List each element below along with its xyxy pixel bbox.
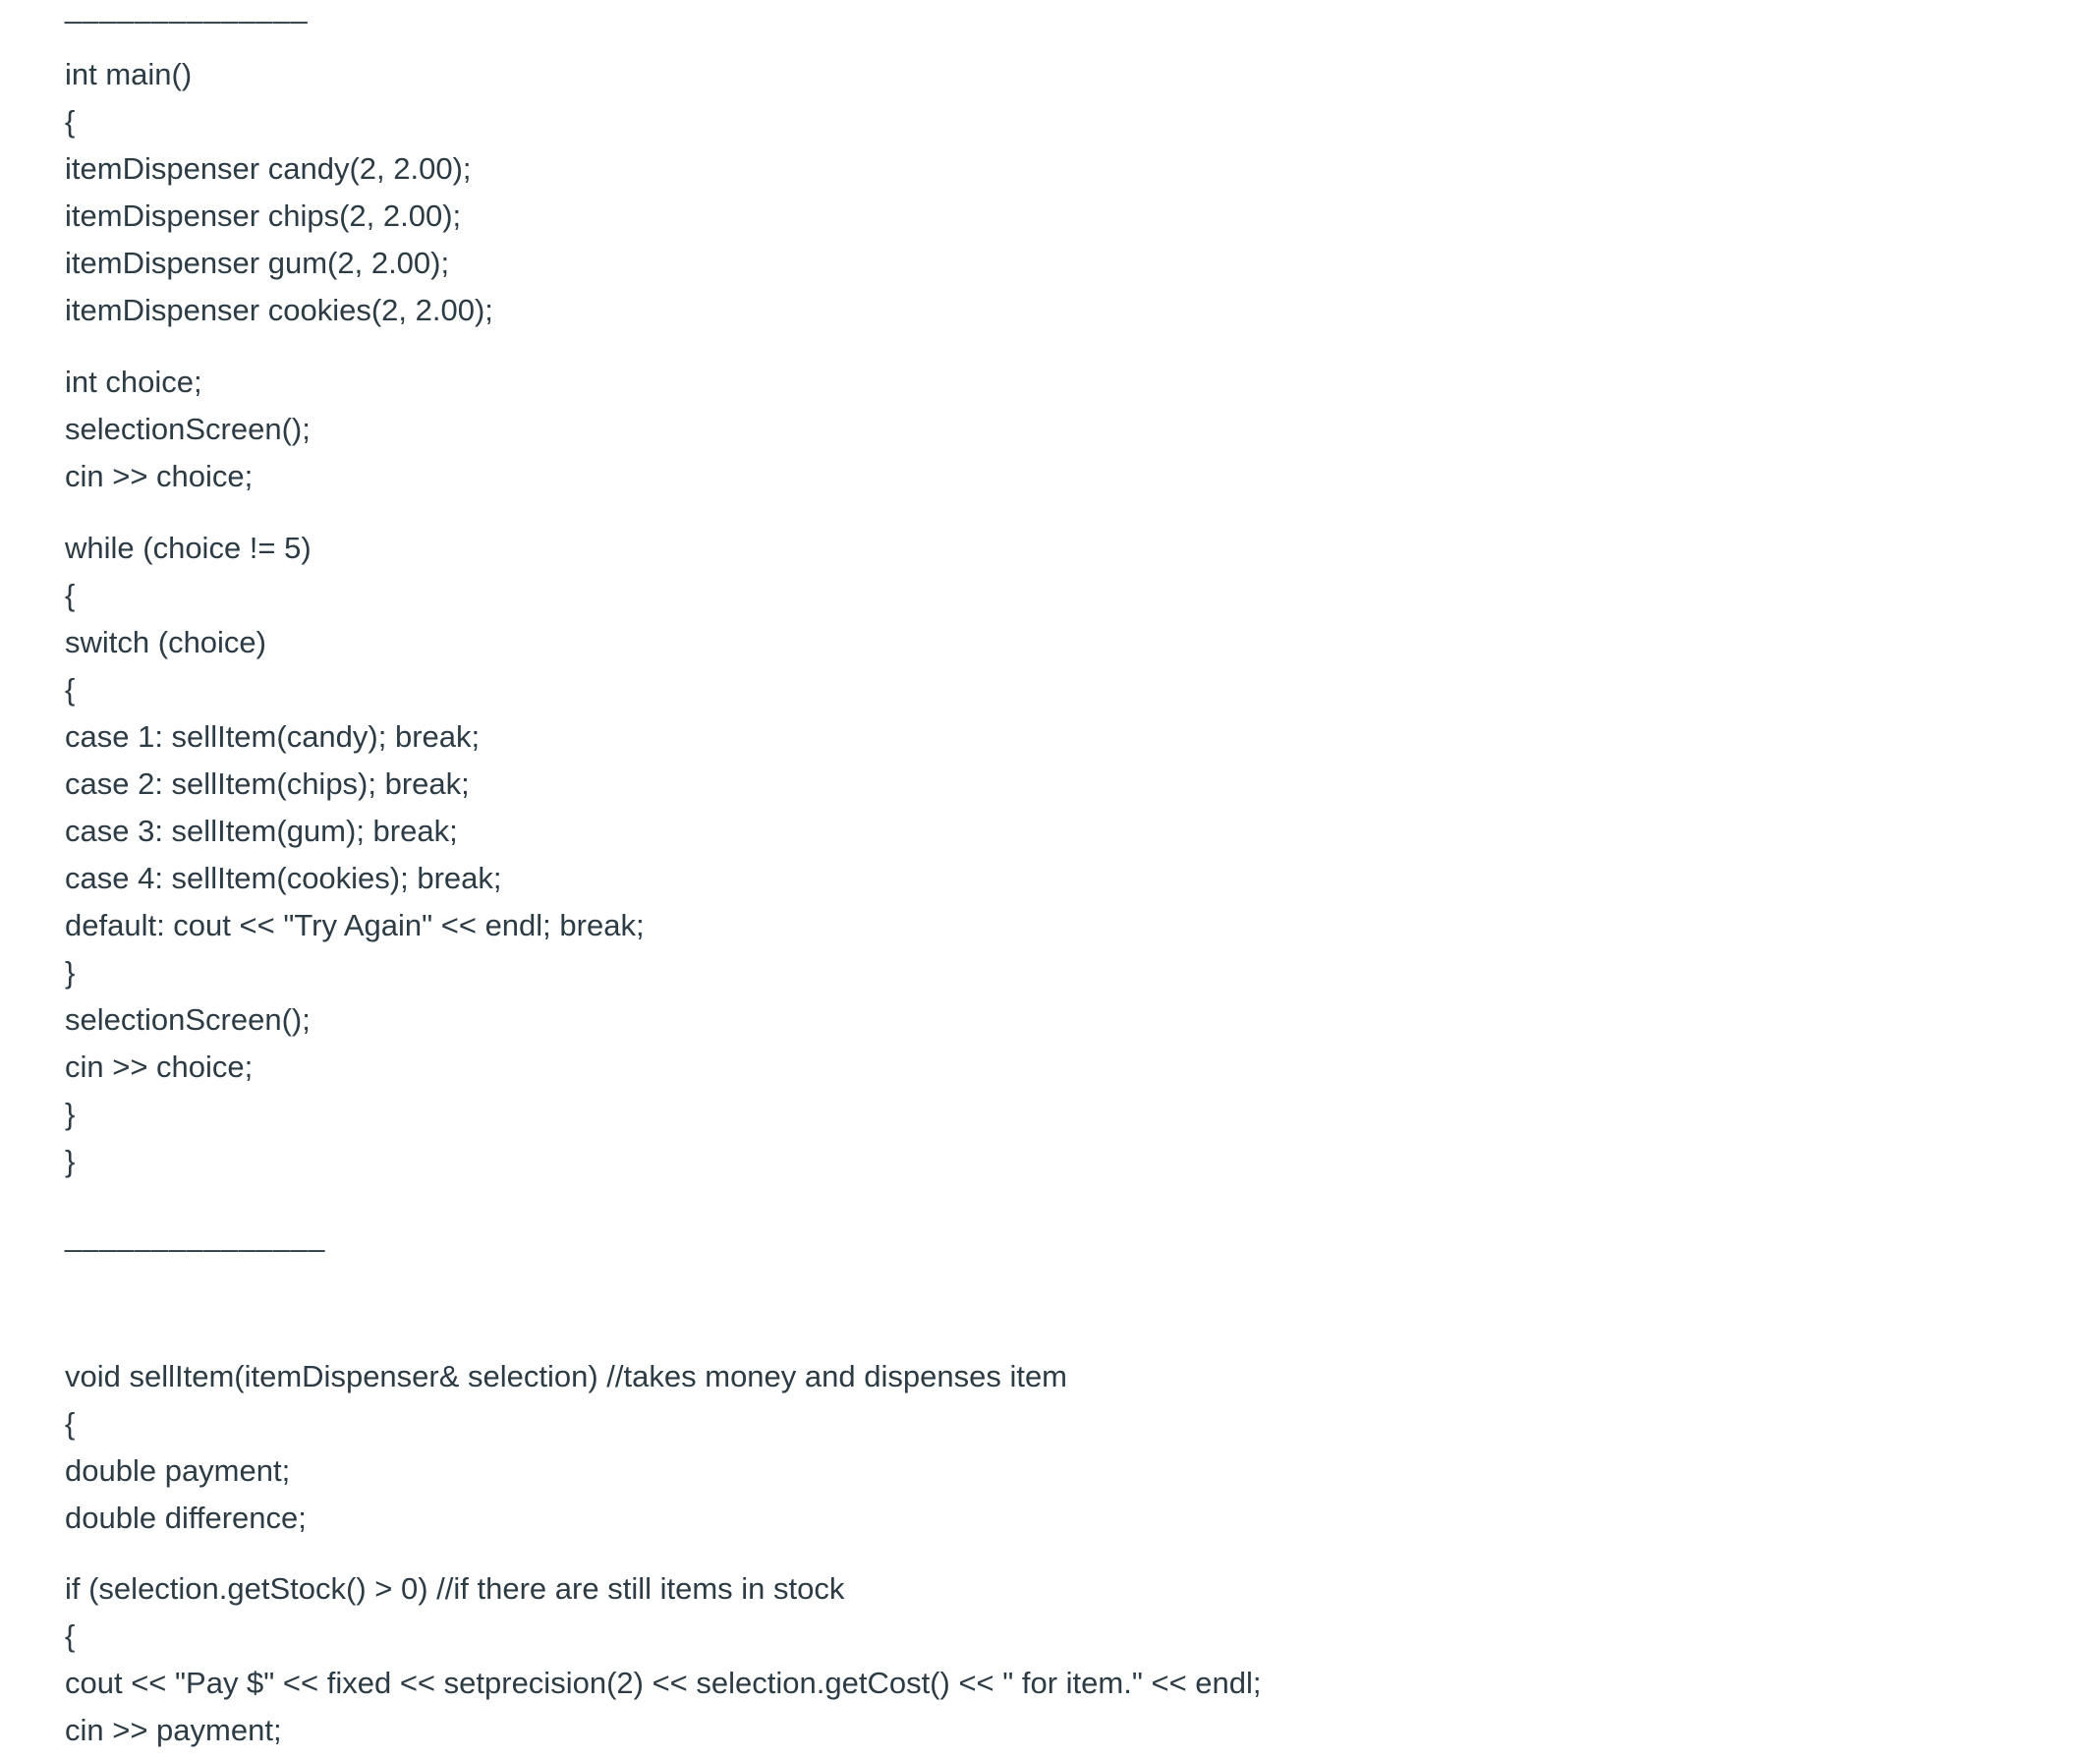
code-line: default: cout << "Try Again" << endl; break;: [65, 908, 645, 942]
code-line: while (choice != 5): [65, 531, 312, 565]
code-line: }: [65, 1097, 76, 1131]
code-line: cin >> choice;: [65, 459, 254, 493]
code-line: cin >> payment;: [65, 1713, 282, 1747]
code-line: }: [65, 955, 76, 990]
code-line: switch (choice): [65, 625, 266, 659]
code-line: {: [65, 1406, 76, 1441]
code-line: void sellItem(itemDispenser& selection) //takes money and dispenses item: [65, 1359, 1068, 1393]
code-line: int main(): [65, 57, 193, 91]
code-line: double payment;: [65, 1453, 291, 1488]
code-line: case 1: sellItem(candy); break;: [65, 719, 481, 754]
code-line: case 2: sellItem(chips); break;: [65, 766, 470, 801]
separator-mid: _______________: [65, 1220, 326, 1253]
code-line: {: [65, 1618, 76, 1653]
code-line: itemDispenser gum(2, 2.00);: [65, 246, 450, 280]
code-line: cout << "Pay $" << fixed << setprecision(2) << selection.getCost() << " for item." << endl;: [65, 1666, 1262, 1700]
code-line: double difference;: [65, 1501, 307, 1535]
code-line: itemDispenser cookies(2, 2.00);: [65, 293, 493, 327]
code-line: {: [65, 578, 76, 612]
code-line: cin >> choice;: [65, 1050, 254, 1084]
code-line: if (selection.getStock() > 0) //if there are still items in stock: [65, 1571, 845, 1606]
code-line: itemDispenser candy(2, 2.00);: [65, 151, 472, 186]
code-line: selectionScreen();: [65, 412, 311, 446]
code-line: selectionScreen();: [65, 1002, 311, 1037]
code-line: {: [65, 672, 76, 707]
separator-top: ______________: [65, 0, 309, 25]
code-line: case 4: sellItem(cookies); break;: [65, 861, 502, 895]
code-line: case 3: sellItem(gum); break;: [65, 814, 458, 848]
code-line: }: [65, 1144, 76, 1178]
code-line: {: [65, 104, 76, 139]
code-line: itemDispenser chips(2, 2.00);: [65, 199, 462, 233]
code-line: int choice;: [65, 365, 202, 399]
